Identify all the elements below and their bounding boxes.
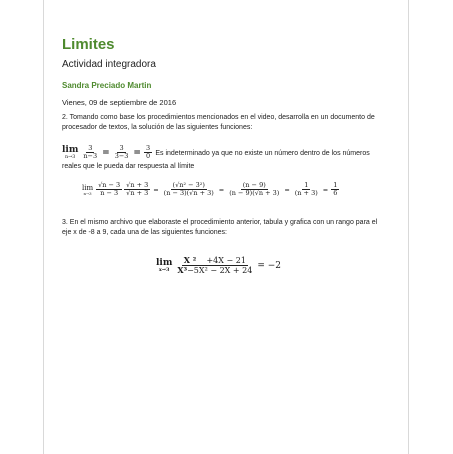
fraction-b — [124, 182, 150, 198]
fraction-b-den: √n + 3 — [126, 189, 149, 198]
fraction-3-den: 0 — [145, 152, 151, 161]
indeterminate-note: Es indeterminado ya que no existe un número dentro de los números reales que le pueda dar respuesta al límite — [62, 149, 370, 170]
fraction-c-num: (√n² − 3²) — [172, 181, 205, 189]
item-2-limit-line-1 — [62, 145, 382, 172]
fraction-f-num: 1 — [333, 181, 338, 189]
fraction-c — [162, 182, 216, 198]
fraction-e — [293, 182, 320, 198]
equals-1: = — [102, 147, 110, 158]
limit-operator — [62, 146, 78, 160]
limit-operator-2 — [82, 185, 93, 196]
limit-operator-3 — [156, 259, 172, 273]
limit-word: lim — [62, 145, 79, 155]
fraction-2-den: 3−3 — [114, 152, 129, 161]
fraction-e-num: 1 — [304, 181, 309, 189]
document-page — [44, 0, 410, 453]
equals-5: = — [284, 185, 290, 194]
item-3-text: 3. En el mismo archivo que elaboraste el procedimiento anterior, tabula y grafica con un rango para el eje x de -8 a 9, cada una de las siguientes funciones: — [62, 219, 378, 236]
fraction-1 — [81, 145, 99, 161]
fraction-1-den: n−3 — [83, 152, 98, 161]
numerator-part-a: X ² — [183, 255, 197, 265]
fraction-3 — [144, 145, 152, 161]
fraction-d — [227, 182, 281, 198]
denominator-part-a: X³ — [177, 265, 188, 276]
item-3-limit-expression — [156, 256, 283, 275]
fraction-f-den: 6 — [333, 189, 338, 198]
fraction-a — [96, 182, 122, 198]
equals-3: = — [153, 185, 159, 194]
limit-subscript-2: n→3 — [83, 190, 92, 196]
document-date: Vienes, 09 de septiembre de 2016 — [62, 98, 177, 107]
author-name: Sandra Preciado Martin — [62, 81, 152, 90]
fraction-2-num: 3 — [119, 144, 124, 152]
fraction-a-num: √n − 3 — [98, 181, 121, 189]
fraction-b-num: √n + 3 — [126, 181, 149, 189]
rational-numerator — [182, 256, 248, 266]
equals-6: = — [322, 185, 329, 194]
numerator-part-b: +4X − 21 — [206, 256, 246, 265]
document-title: Limites — [62, 36, 115, 53]
document-subtitle: Actividad integradora — [62, 59, 156, 70]
limit-word-2: lim — [82, 183, 94, 192]
limit-word-3: lim — [156, 257, 173, 268]
limit-subscript-3: x→3 — [158, 266, 170, 273]
rational-denominator — [175, 266, 254, 275]
fraction-c-den: (n − 3)(√n + 3) — [163, 189, 214, 198]
fraction-2 — [113, 145, 131, 161]
limit-subscript: n→3 — [64, 154, 76, 160]
fraction-e-den: (n + 3) — [294, 189, 318, 198]
fraction-3-num: 3 — [145, 144, 151, 152]
fraction-d-num: (n − 9) — [242, 181, 266, 189]
fraction-d-den: (n − 9)(√n + 3) — [229, 189, 280, 198]
fraction-a-den: n − 3 — [100, 189, 119, 198]
limit-result: = −2 — [257, 260, 282, 271]
equals-4: = — [218, 185, 225, 194]
denominator-part-b: −5X² − 2X + 24 — [187, 266, 253, 276]
fraction-f — [331, 182, 339, 198]
rational-fraction — [175, 256, 254, 275]
equals-2: = — [133, 147, 141, 158]
item-2-text: 2. Tomando como base los procedimientos mencionados en el video, desarrolla en un documento de procesador de textos, la solución de las siguientes funciones: — [62, 114, 375, 131]
fraction-1-num: 3 — [88, 144, 93, 152]
item-2-limit-line-2 — [82, 182, 340, 198]
